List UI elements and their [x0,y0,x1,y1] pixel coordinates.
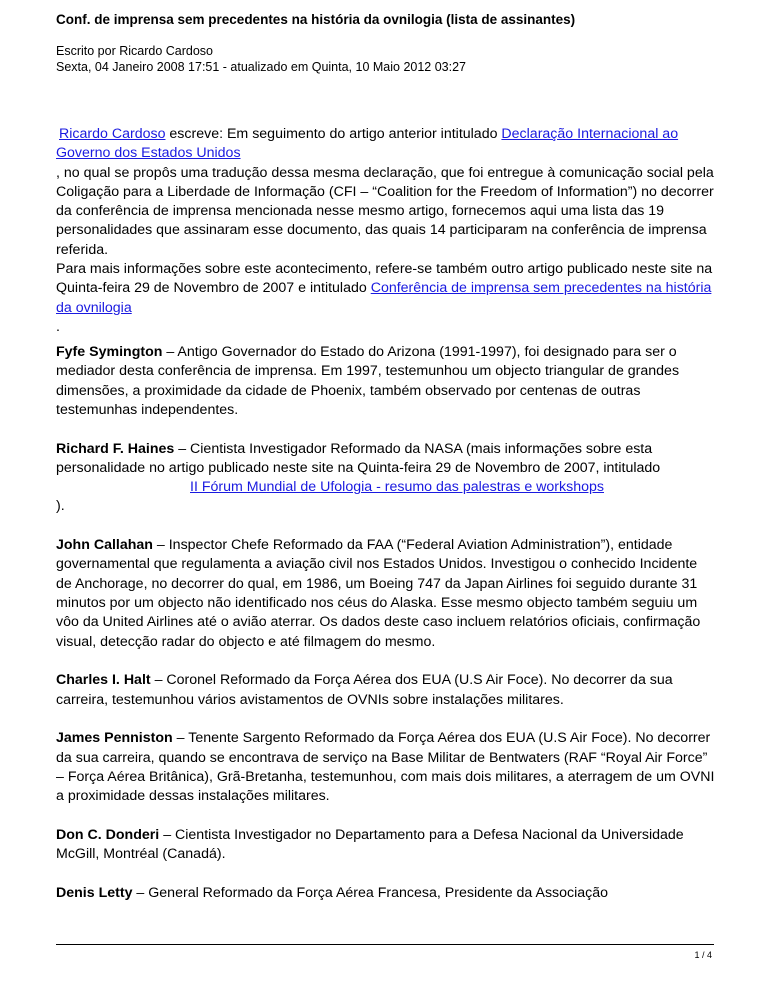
signatory-entry [56,826,716,865]
signatory-description: – Cientista Investigador no Departamento para a Defesa Nacional da Universidade McGill, Montréal (Canadá). [56,826,684,863]
signatory-name: Charles I. Halt [56,672,151,689]
forum-article-link[interactable]: II Fórum Mundial de Ufologia - resumo das palestras e workshops [190,479,604,496]
signatory-entry [56,884,716,903]
author-link[interactable]: Ricardo Cardoso [59,126,166,142]
signatory-description: – Inspector Chefe Reformado da FAA (“Federal Aviation Administration”), entidade governamental que regulamenta a aviação civil nos Estados Unidos. Investigou o conhecido Incidente de Anchorage, no decorrer do qual, em 1986, um Boeing 747 da Japan Airlines foi seguido durante 31 minutos por um objecto não identificado nos céus do Alaska. Esse mesmo objecto também seguiu um vôo da United Airlines até o avião aterrar. Os dados deste caso incluem relatórios oficiais, confirmação visual, detecção radar do objecto e até filmagem do mesmo. [56,537,701,650]
intro-text-2: , no qual se propôs uma tradução dessa mesma declaração, que foi entregue à comunicação social pela Coligação para a Liberdade de Informação (CFI – “Coalition for the Freedom of Information”) no decorrer da conferência de imprensa mencionada nesse mesmo artigo, fornecemos aqui uma lista das 19 personalidades que assinaram esse documento, das quais 14 participaram na conferência de imprensa referida. [56,164,714,258]
signatory-entry [56,729,716,806]
page-number: 1 / 4 [694,950,712,960]
declaration-article-link[interactable]: Declaração Internacional ao Governo dos Estados Unidos [56,126,679,162]
intro-text-3: Para mais informações sobre este acontecimento, refere-se também outro artigo publicado neste site na Quinta-feira 29 de Novembro de 2007 e intitulado [56,261,713,297]
date-line: Sexta, 04 Janeiro 2008 17:51 - atualizado em Quinta, 10 Maio 2012 03:27 [56,60,467,74]
signatory-name: Don C. Donderi [56,826,160,843]
signatory-entry [56,440,716,517]
press-conference-article-link[interactable]: Conferência de imprensa sem precedentes na história da ovnilogia [56,280,712,316]
signatory-name: John Callahan [56,537,153,554]
intro-paragraph [56,125,716,337]
intro-section [56,125,716,337]
signatory-entry [56,671,716,710]
signatory-name: Fyfe Symington [56,344,163,360]
signatory-name: Richard F. Haines [56,440,175,457]
signatory-description: – Coronel Reformado da Força Aérea dos EUA (U.S Air Foce). No decorrer da sua carreira, testemunhou vários avistamentos de OVNIs sobre instalações militares. [56,672,673,708]
footer-divider [56,944,714,945]
signatory-entry [56,536,716,652]
signatory-description: – Tenente Sargento Reformado da Força Aérea dos EUA (U.S Air Foce). No decorrer da sua carreira, quando se encontrava de serviço na Base Militar de Bentwaters (RAF “Royal Air Force” – Força Aérea Britânica), Grã-Bretanha, testemunhou, com mais dois militares, a aterragem de um OVNI a proximidade dessas instalações militares. [56,730,715,805]
signatory-name: Denis Letty [56,884,133,901]
intro-text-4: . [56,318,60,335]
signatory-description-end: ). [56,498,65,515]
page-title: Conf. de imprensa sem precedentes na história da ovnilogia (lista de assinantes) [56,12,576,27]
signatory-description: – General Reformado da Força Aérea Francesa, Presidente da Associação [132,884,609,901]
signatory-description: – Cientista Investigador Reformado da NASA (mais informações sobre esta personalidade no artigo publicado neste site na Quinta-feira 29 de Novembro de 2007, intitulado [56,440,661,476]
signatory-entry [56,343,716,420]
signatory-name: James Penniston [56,730,173,747]
signatories-list [56,343,716,923]
author-line: Escrito por Ricardo Cardoso [56,44,214,58]
signatory-description: – Antigo Governador do Estado do Arizona (1991-1997), foi designado para ser o mediador desta conferência de imprensa. Em 1997, testemunhou um objecto triangular de grandes dimensões, a proximidade da cidade de Phoenix, também observado por centenas de outras testemunhas independentes. [56,344,680,418]
intro-text-1: escreve: Em seguimento do artigo anterior intitulado [165,126,502,142]
